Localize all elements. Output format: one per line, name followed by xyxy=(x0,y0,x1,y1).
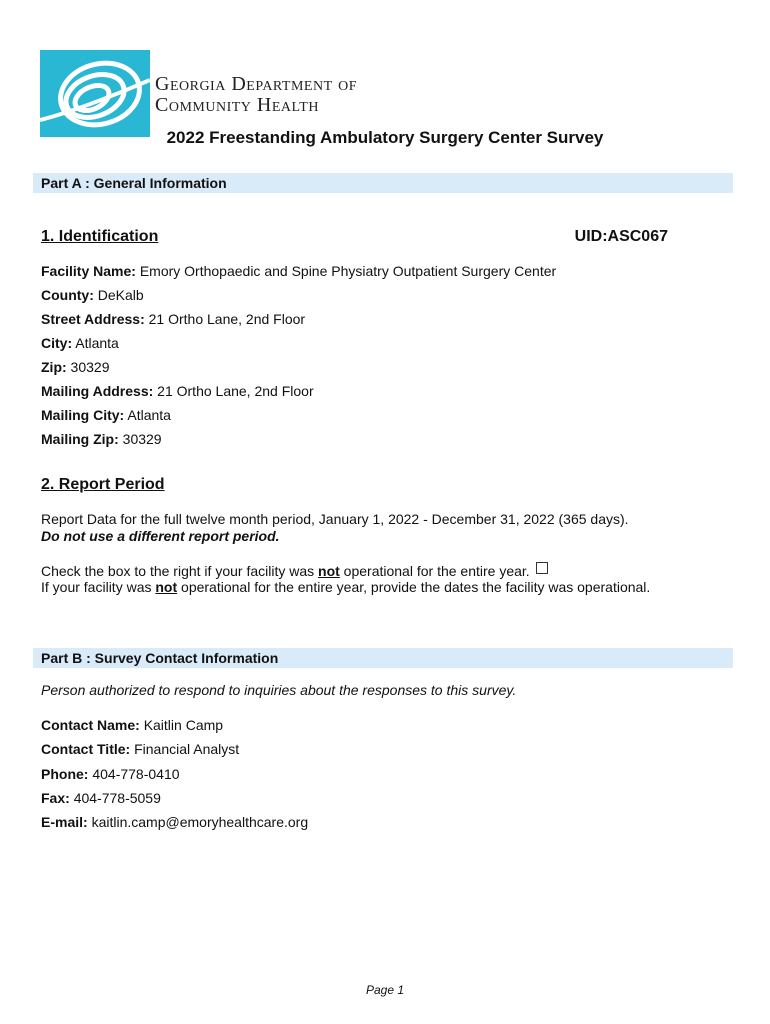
field-mailing-zip: Mailing Zip: 30329 xyxy=(41,431,162,447)
field-email: E-mail: kaitlin.camp@emoryhealthcare.org xyxy=(41,814,309,830)
part-a-heading: Part A : General Information xyxy=(33,173,733,193)
document-title: 2022 Freestanding Ambulatory Surgery Center Survey xyxy=(166,128,604,147)
field-contact-name: Contact Name: Kaitlin Camp xyxy=(41,717,224,733)
not-operational-checkbox[interactable] xyxy=(536,562,548,574)
org-name-line2: Community Health xyxy=(155,94,319,116)
field-county: County: DeKalb xyxy=(41,287,144,303)
uid: UID:ASC067 xyxy=(574,228,668,245)
report-period-warning: Do not use a different report period. xyxy=(41,528,280,544)
not-operational-check-line: Check the box to the right if your facility was not operational for the entire year. xyxy=(41,562,548,580)
org-name-line1: Georgia Department of xyxy=(155,73,358,95)
field-zip: Zip: 30329 xyxy=(41,359,110,375)
org-name xyxy=(155,74,357,116)
field-contact-title: Contact Title: Financial Analyst xyxy=(41,741,240,757)
field-mailing-address: Mailing Address: 21 Ortho Lane, 2nd Floor xyxy=(41,383,314,399)
field-facility-name: Facility Name: Emory Orthopaedic and Spine Physiatry Outpatient Surgery Center xyxy=(41,263,557,279)
part-b-heading: Part B : Survey Contact Information xyxy=(33,648,733,668)
field-phone: Phone: 404-778-0410 xyxy=(41,766,180,782)
field-city: City: Atlanta xyxy=(41,335,119,351)
identification-heading: 1. Identification xyxy=(41,228,159,245)
field-mailing-city: Mailing City: Atlanta xyxy=(41,407,171,423)
dch-logo xyxy=(40,50,150,137)
field-fax: Fax: 404-778-5059 xyxy=(41,790,161,806)
page-number: Page 1 xyxy=(365,983,405,997)
report-period-text: Report Data for the full twelve month period, January 1, 2022 - December 31, 2022 (365 days). xyxy=(41,511,629,527)
contact-intro: Person authorized to respond to inquiries about the responses to this survey. xyxy=(41,682,517,698)
report-period-heading: 2. Report Period xyxy=(41,476,165,493)
operational-dates-line: If your facility was not operational for the entire year, provide the dates the facility was operational. xyxy=(41,579,651,595)
field-street-address: Street Address: 21 Ortho Lane, 2nd Floor xyxy=(41,311,306,327)
